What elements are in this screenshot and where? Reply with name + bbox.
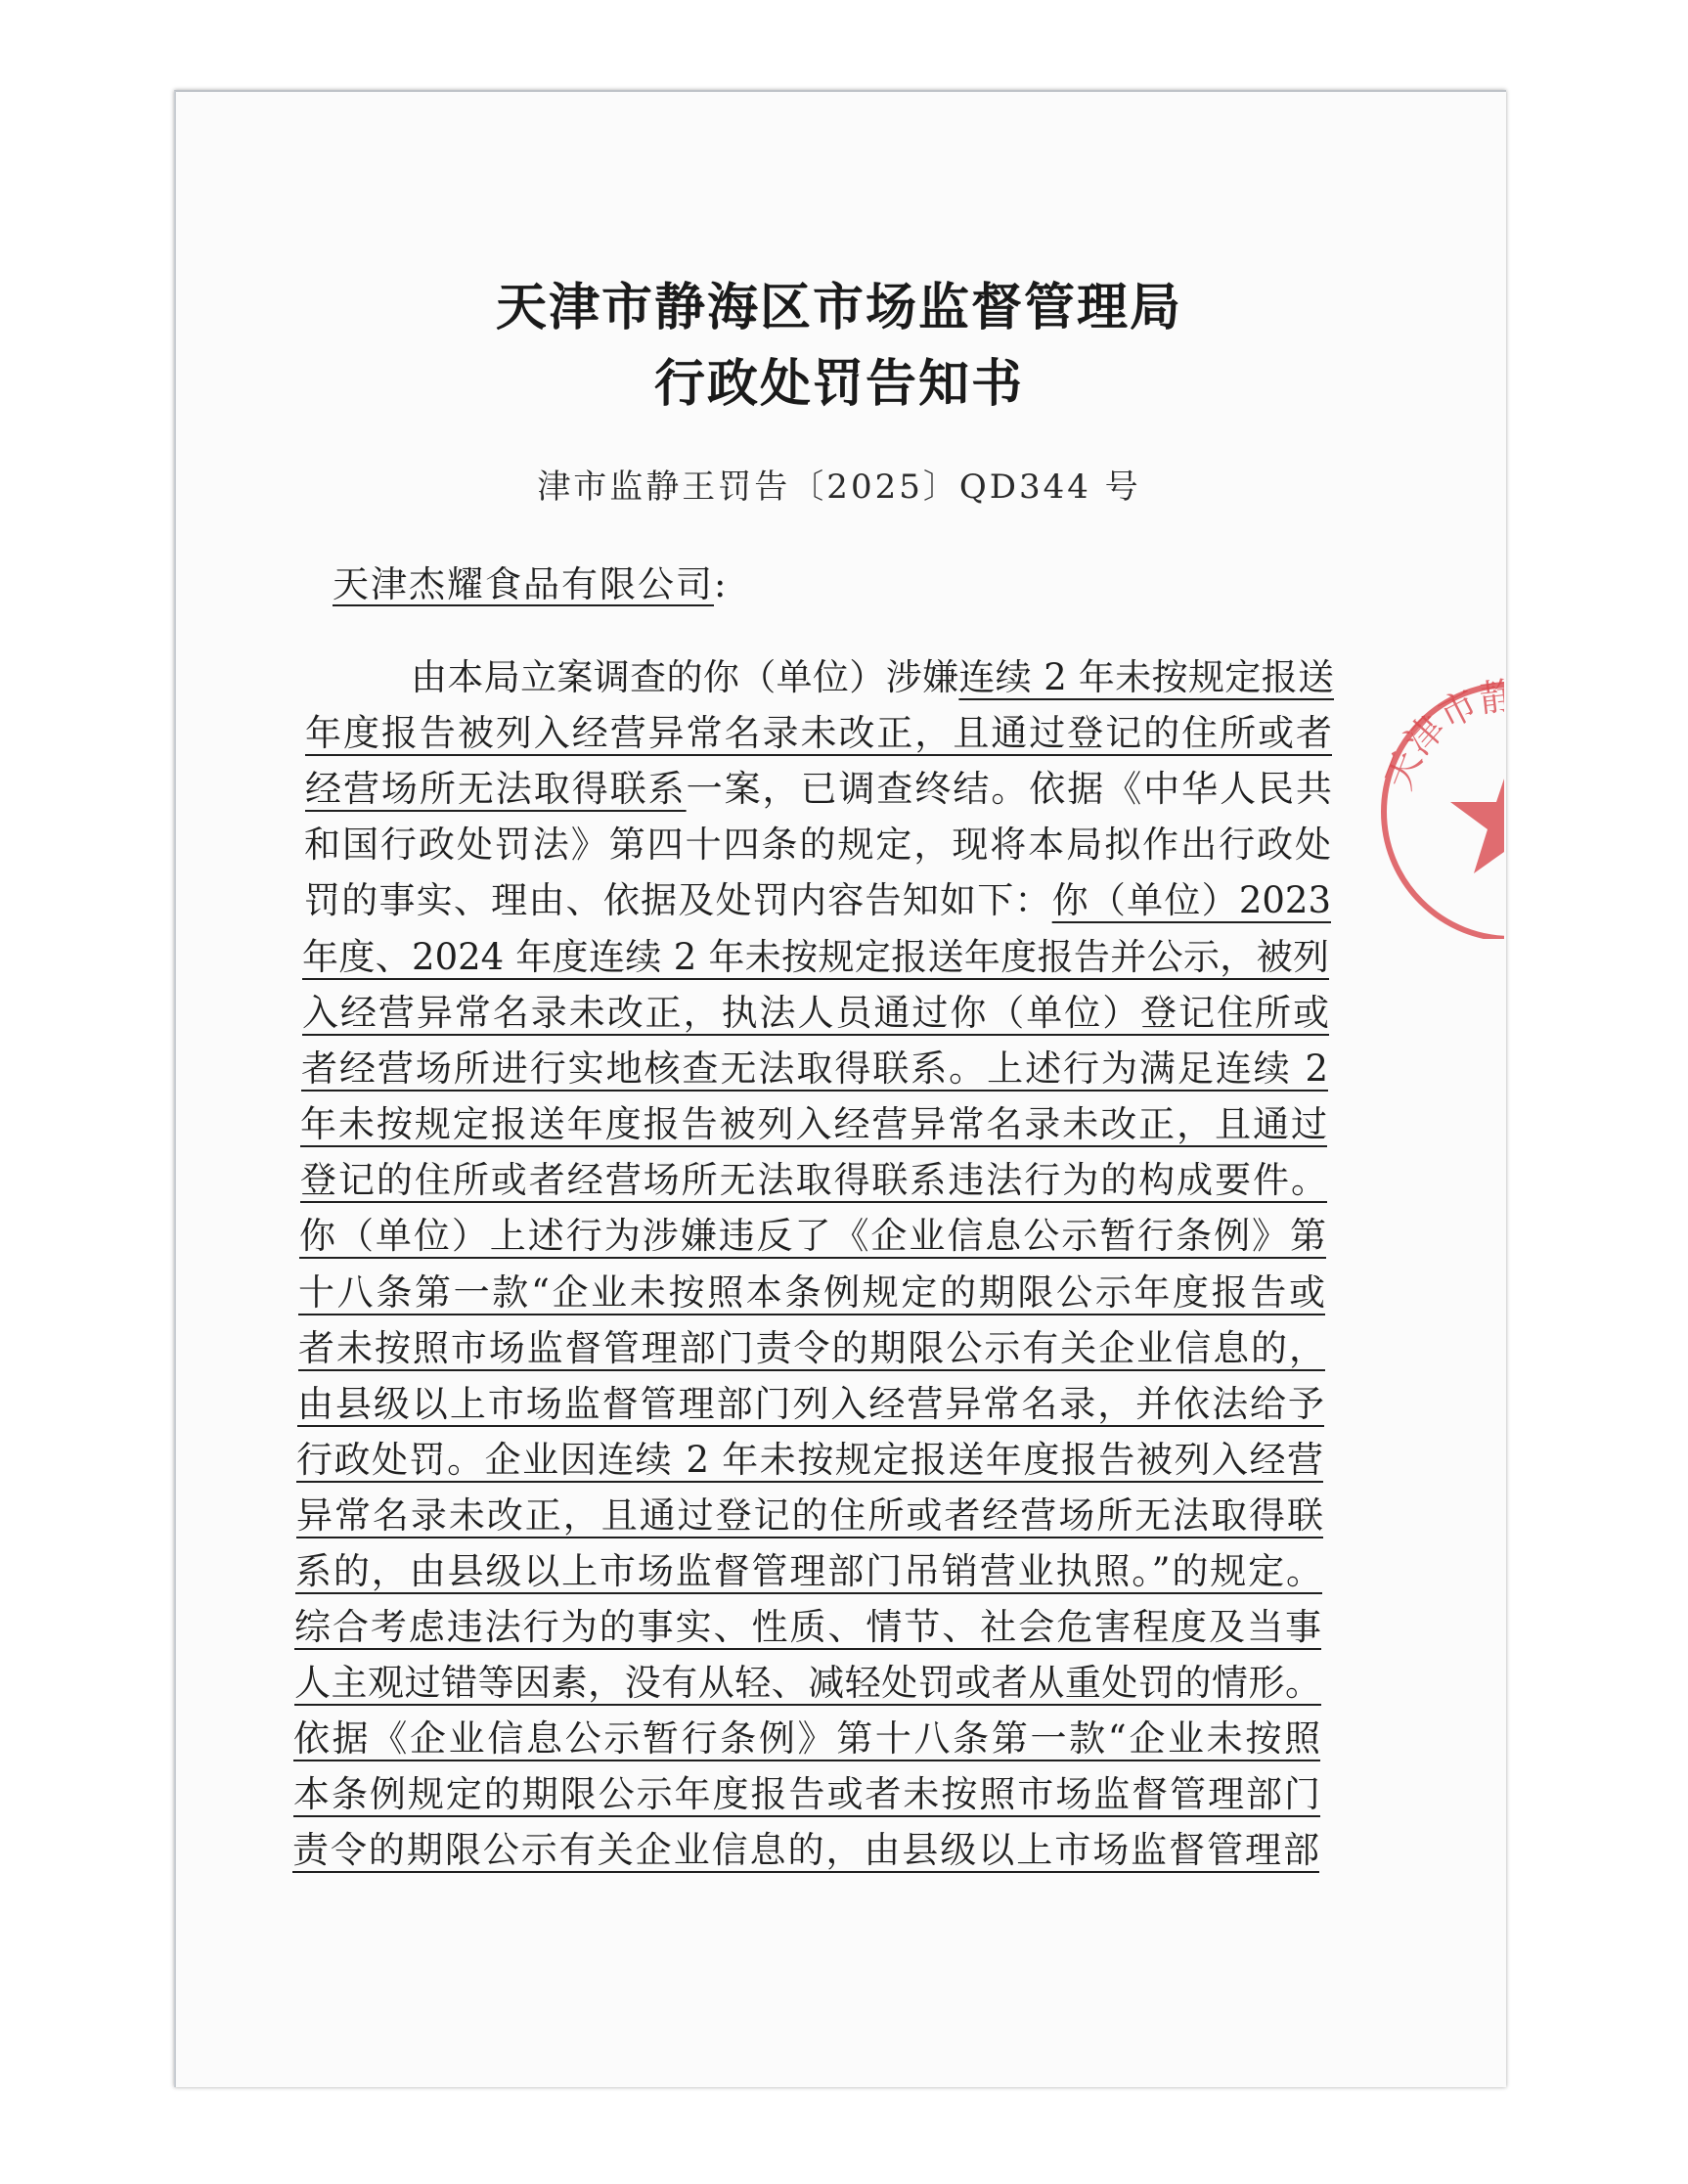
document-number: 津市监静王罚告〔2025〕QD344 号: [537, 468, 1141, 507]
body-line: [305, 761, 1332, 818]
body-text: 一案，已调查终结。依据《中华人民共: [686, 768, 1333, 810]
body-line: [411, 649, 1334, 706]
body-line: [295, 1543, 1322, 1600]
body-text-underlined: 你（单位）上述行为涉嫌违反了《企业信息公示暂行条例》第: [299, 1215, 1326, 1257]
body-text-underlined: 入经营异常名录未改正，执法人员通过你（单位）登记住所或: [302, 992, 1329, 1034]
body-text-underlined: 你（单位）2023: [1051, 879, 1331, 921]
body-text-underlined: 责令的期限公示有关企业信息的，由县级以上市场监督管理部: [292, 1829, 1319, 1871]
body-text-underlined: 人主观过错等因素，没有从轻、减轻处罚或者从重处罚的情形。: [294, 1662, 1321, 1704]
body-line: [302, 929, 1329, 986]
body-line: [296, 1432, 1323, 1489]
body-text-underlined: 异常名录未改正，且通过登记的住所或者经营场所无法取得联: [296, 1494, 1323, 1537]
body-line: [292, 1822, 1319, 1879]
body-line: [296, 1488, 1323, 1544]
body-text-underlined: 年度报告被列入经营异常名录未改正，且通过登记的住所或者: [305, 712, 1332, 754]
body-text: 和国行政处罚法》第四十四条的规定，现将本局拟作出行政处: [304, 824, 1331, 866]
body-line: [304, 817, 1331, 873]
body-text-underlined: 连续 2 年未按规定报送: [958, 656, 1335, 698]
body-line: [294, 1599, 1321, 1656]
addressee-name: 天津杰耀食品有限公司: [333, 563, 714, 605]
body-line: [302, 985, 1329, 1042]
body-text-underlined: 由县级以上市场监督管理部门列入经营异常名录，并依法给予: [297, 1383, 1324, 1425]
body-text-underlined: 行政处罚。企业因连续 2 年未按规定报送年度报告被列入经营: [296, 1439, 1323, 1481]
body-text-underlined: 依据《企业信息公示暂行条例》第十八条第一款“企业未按照: [293, 1717, 1320, 1760]
body-line: [298, 1265, 1325, 1321]
body-line: [297, 1376, 1324, 1433]
body-line: [293, 1711, 1320, 1767]
official-seal: [1350, 646, 1605, 939]
body-line: [300, 1152, 1327, 1209]
body-text-underlined: 综合考虑违法行为的事实、性质、情节、社会危害程度及当事: [294, 1606, 1321, 1648]
body-line: [293, 1766, 1320, 1823]
body-text: 由本局立案调查的你（单位）涉嫌: [411, 656, 959, 698]
body-line: [304, 872, 1331, 929]
seal-star-icon: [1450, 758, 1504, 873]
body-text-underlined: 系的，由县级以上市场监督管理部门吊销营业执照。”的规定。: [295, 1550, 1322, 1592]
body-line: [300, 1096, 1327, 1153]
addressee: [333, 555, 728, 607]
seal-text: 天津市静海区: [1376, 673, 1605, 796]
body-text-underlined: 十八条第一款“企业未按照本条例规定的期限公示年度报告或: [298, 1271, 1325, 1314]
body-line: [299, 1208, 1326, 1265]
body-text-underlined: 登记的住所或者经营场所无法取得联系违法行为的构成要件。: [300, 1159, 1327, 1201]
body-line: [305, 705, 1332, 762]
body-line: [301, 1041, 1328, 1097]
body-text-underlined: 者经营场所进行实地核查无法取得联系。上述行为满足连续 2: [301, 1047, 1328, 1090]
body-text-underlined: 者未按照市场监督管理部门责令的期限公示有关企业信息的，: [298, 1327, 1325, 1369]
body-line: [298, 1320, 1325, 1377]
body-text-underlined: 本条例规定的期限公示年度报告或者未按照市场监督管理部门: [293, 1773, 1320, 1815]
seal-graphic: [1364, 665, 1605, 939]
body-text-underlined: 年度、2024 年度连续 2 年未按规定报送年度报告并公示，被列: [302, 936, 1329, 978]
addressee-colon: :: [714, 563, 729, 605]
body-text: 罚的事实、理由、依据及处罚内容告知如下：: [304, 879, 1052, 921]
body-text-underlined: 年未按规定报送年度报告被列入经营异常名录未改正，且通过: [300, 1103, 1327, 1145]
body-line: [294, 1655, 1321, 1712]
body-text-underlined: 经营场所无法取得联系: [305, 768, 687, 810]
issuing-authority-title: 天津市静海区市场监督管理局: [495, 278, 1182, 337]
document-type-title: 行政处罚告知书: [653, 354, 1024, 414]
